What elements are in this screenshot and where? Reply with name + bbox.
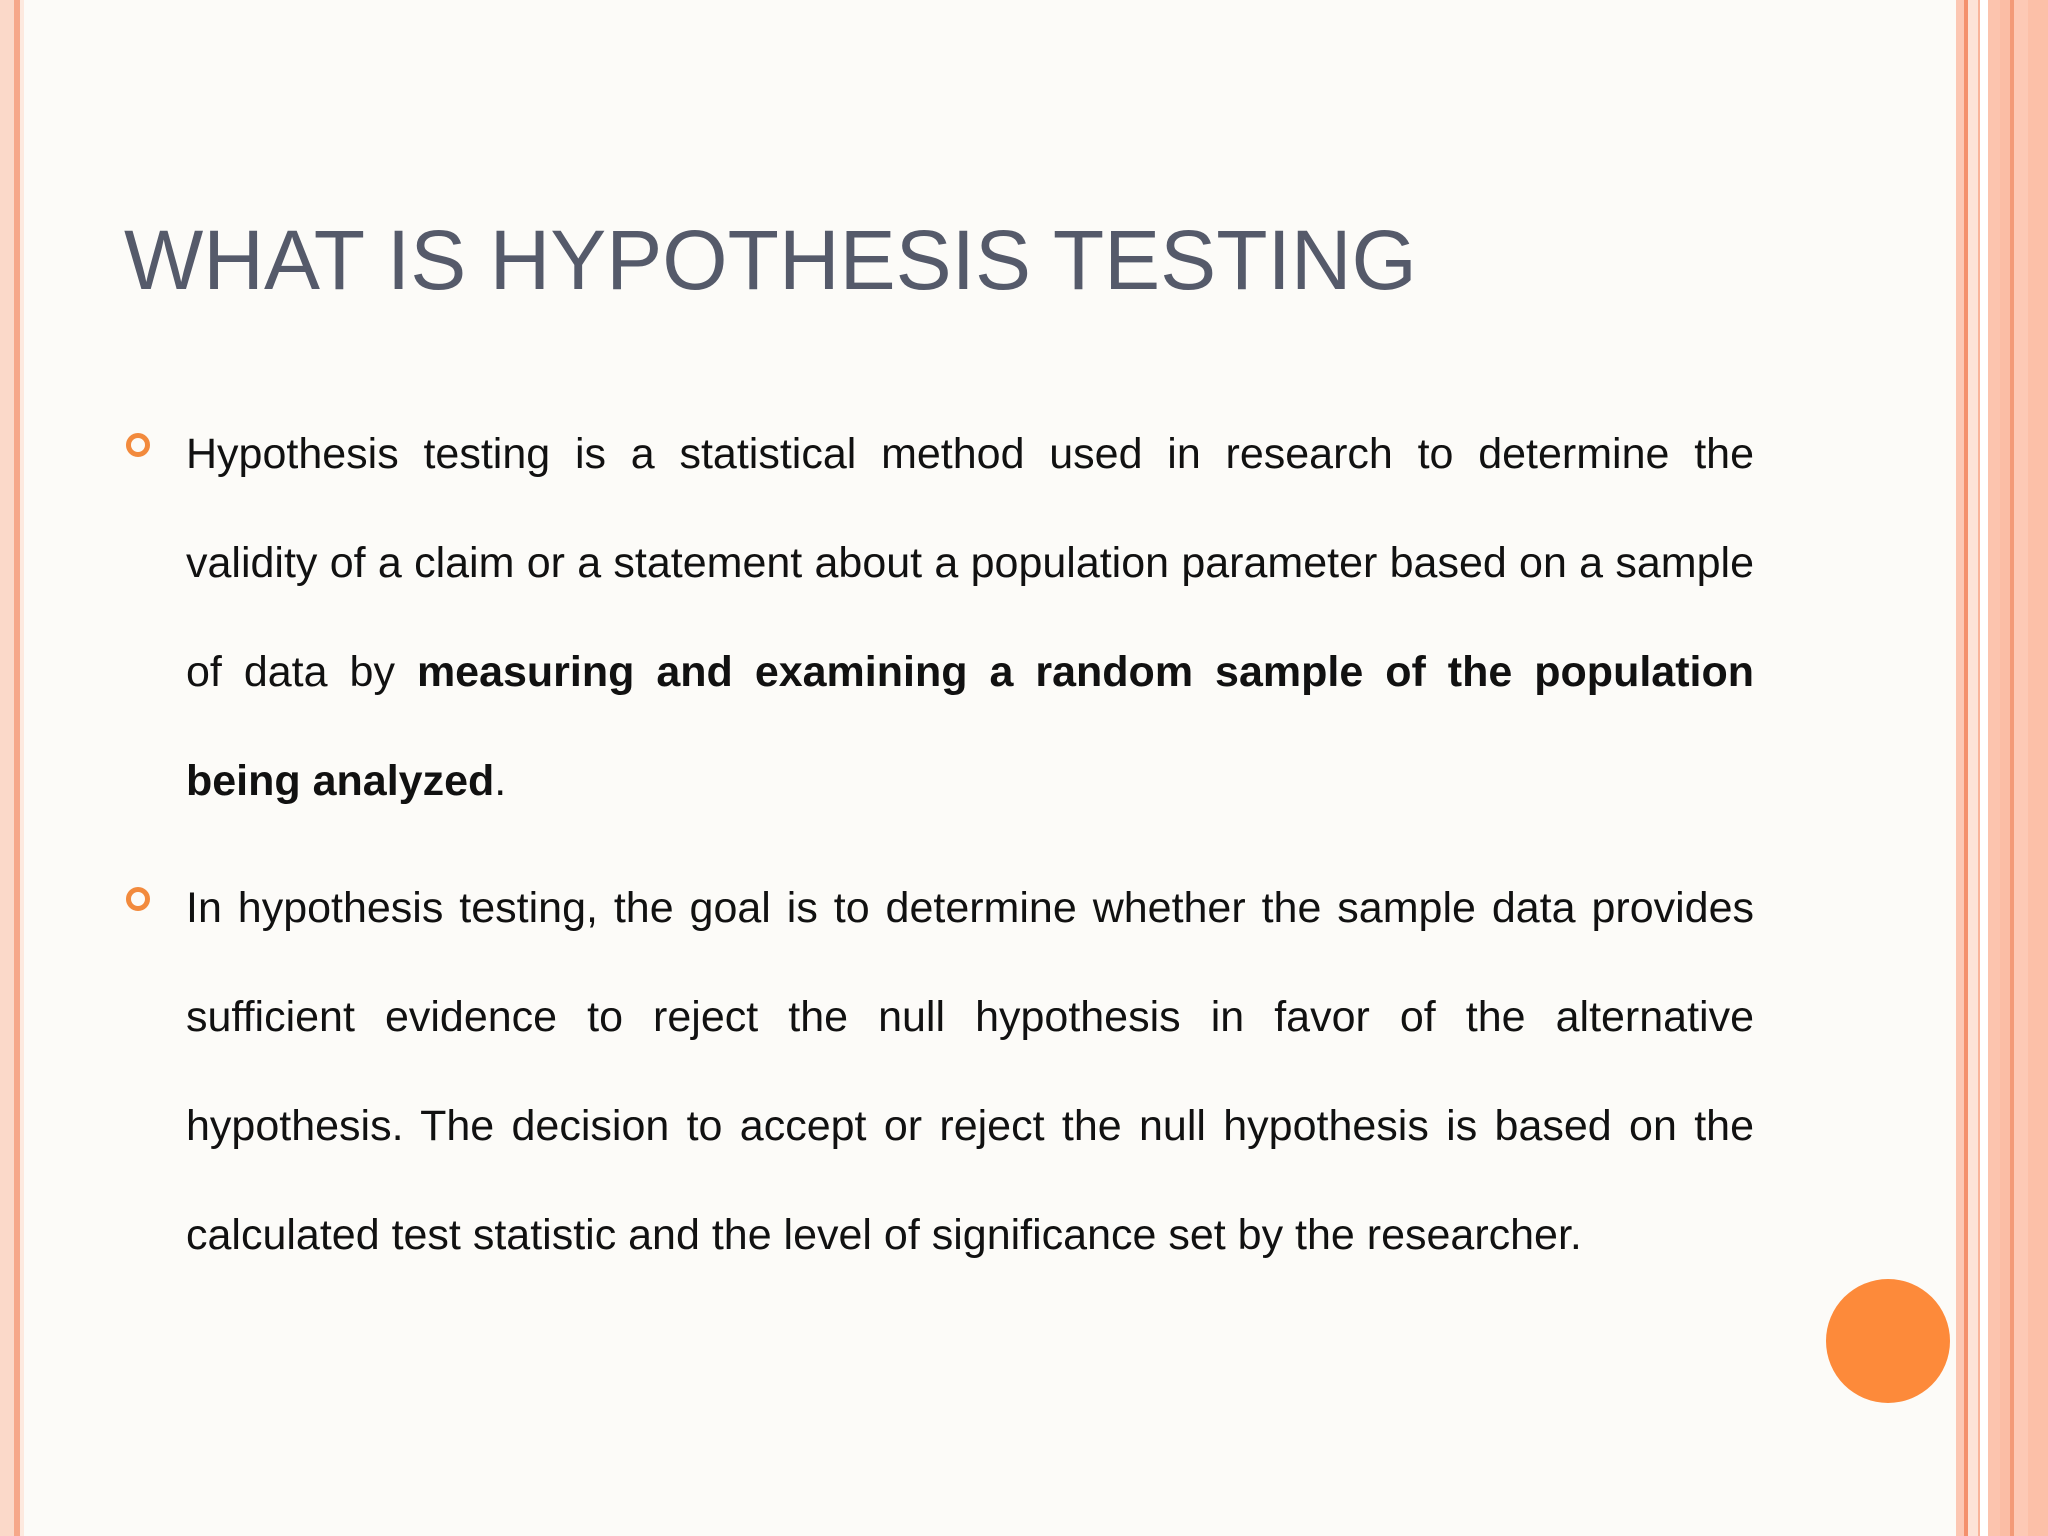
bullet-item xyxy=(124,854,1754,1290)
bullet-text-bold: measuring and examining a random sample of the population being analyzed xyxy=(186,648,1754,805)
orange-circle-decoration xyxy=(1826,1279,1950,1403)
right-border-stripe xyxy=(1988,0,2000,1536)
slide-title: WHAT IS HYPOTHESIS TESTING xyxy=(124,213,1417,307)
right-border-stripe xyxy=(2000,0,2010,1536)
right-border-stripe xyxy=(2014,0,2028,1536)
right-border-stripe xyxy=(1980,0,1988,1536)
left-border-stripe xyxy=(0,0,14,1536)
bullet-list xyxy=(124,400,1754,1308)
bullet-text xyxy=(186,400,1754,836)
hollow-circle-bullet-icon xyxy=(126,887,150,911)
bullet-text: In hypothesis testing, the goal is to determine whether the sample data provides sufficient evidence to reject the null hypothesis in favor of the alternative hypothesis. The decision to accept or reject the null hypothesis is based on the calculated test statistic and the level of significance set by the researcher. xyxy=(186,884,1754,1259)
bullet-text-part: . xyxy=(494,757,507,805)
hollow-circle-bullet-icon xyxy=(126,433,150,457)
right-border-stripe xyxy=(1956,0,1964,1536)
right-border-stripe xyxy=(2028,0,2048,1536)
right-border-stripe xyxy=(1968,0,1978,1536)
bullet-text-part: Hypothesis testing is a statistical method used in research to determine the validity of a claim or a statement about a population parameter based on a sample of data by xyxy=(186,430,1754,696)
left-border-stripe xyxy=(20,0,24,1536)
bullet-item xyxy=(124,400,1754,836)
